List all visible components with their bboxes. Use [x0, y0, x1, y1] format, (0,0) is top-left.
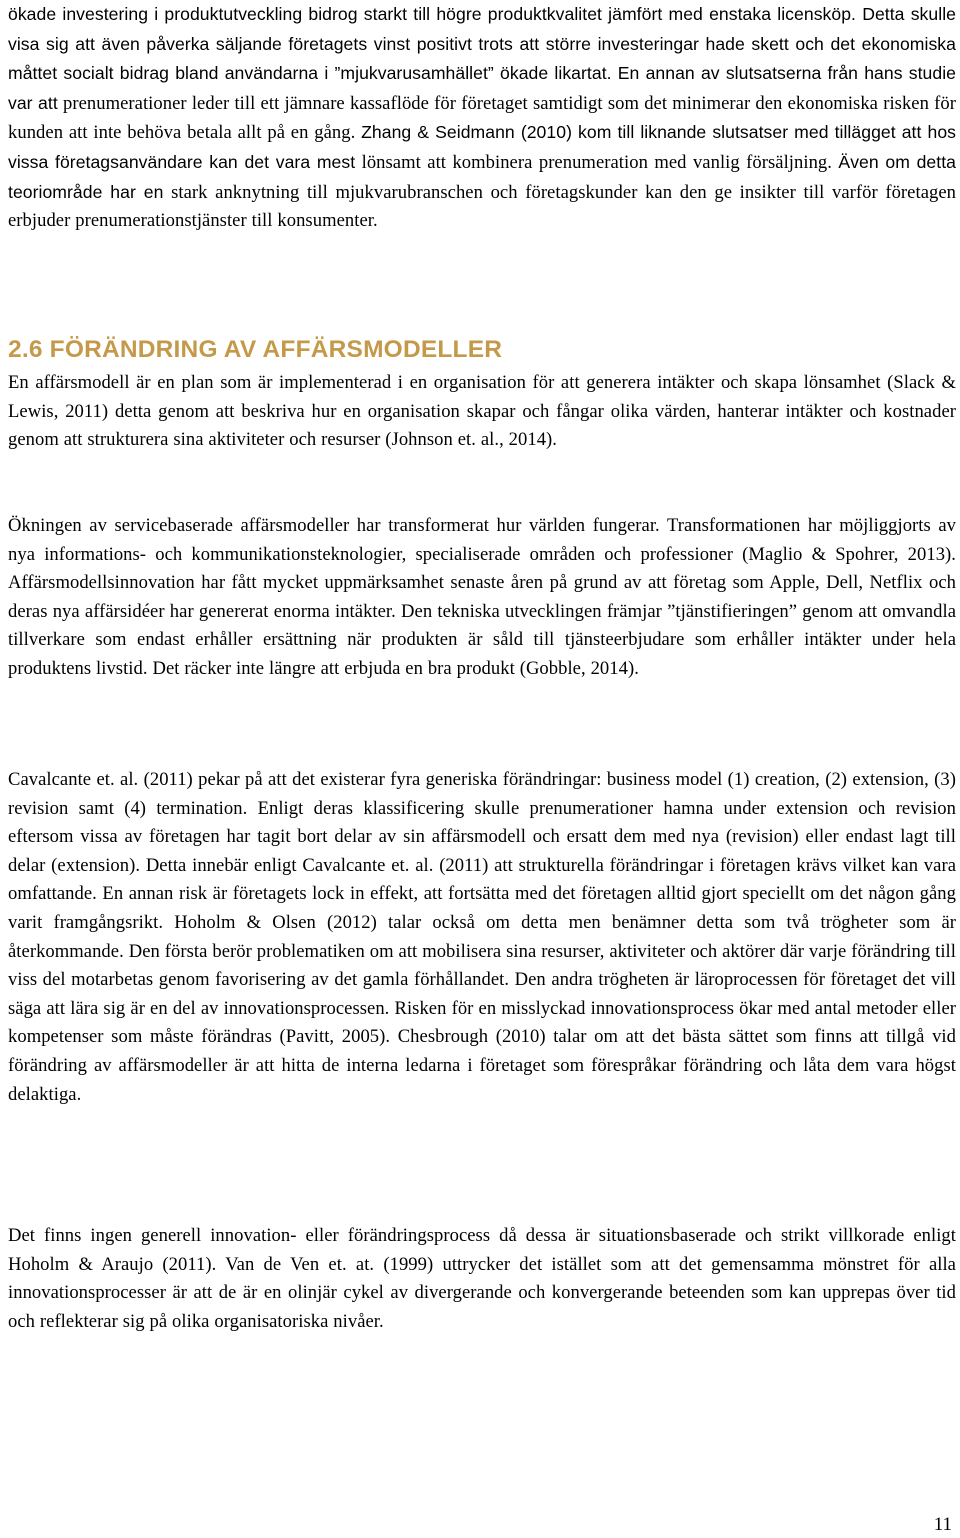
paragraph-business-model-definition: En affärsmodell är en plan som är implementerad i en organisation för att generera intäkter och skapa lönsamhet (Slack & Lewis, 2011) detta genom att beskriva hur en organisation skapar och fångar olika värden, hanterar intäkter och kostnader genom att strukturera sina aktiviteter och resurser (Johnson et. al., 2014). — [8, 372, 956, 451]
paragraph-1-sans-run-2: Zhang & Seidmann (2010) kom till liknande slutsatser med tillägget att hos vissa företagsanvändare kan det vara mest — [8, 122, 956, 172]
paragraph-1-serif-run-3: stark anknytning till mjukvarubranschen och företagskunder kan den ge insikter till varför företagen erbjuder prenumerationstjänster till konsumenter. — [8, 181, 956, 232]
page-number: 11 — [933, 1514, 952, 1535]
paragraph-service-based-models: Ökningen av servicebaserade affärsmodeller har transformerat hur världen fungerar. Transformationen har möjliggjorts av nya informations- och kommunikationsteknologier, specialiserade områden och professioner (Maglio & Spohrer, 2013). Affärsmodellsinnovation har fått mycket uppmärksamhet senaste åren på grund av att företag som Apple, Dell, Netflix och deras nya affärsidéer har genererat enorma intäkter. Den tekniska utvecklingen främjar ”tjänstifieringen” genom att omvandla tillverkare som endast erhåller ersättning när produkten är såld till tjänsteerbjudare som erhåller intäkter under hela produktens livstid. Det räcker inte längre att erbjuda en bra produkt (Gobble, 2014). — [8, 515, 956, 679]
paragraph-innovation-process: Det finns ingen generell innovation- eller förändringsprocess då dessa är situationsbaserade och strikt villkorade enligt Hoholm & Araujo (2011). Van de Ven et. at. (1999) uttrycker det istället som att det gemensamma mönstret för alla innovationsprocesser är att de är en olinjär cykel av divergerande och konvergerande beteenden som kan upprepas över tid och reflekterar sig på olika organisatoriska nivåer. — [8, 1225, 956, 1332]
paragraph-1-serif-run: prenumerationer leder till ett jämnare kassaflöde för företaget samtidigt som det minimerar den ekonomiska risken för kunden att inte behöva betala allt på en gång. — [8, 92, 956, 144]
paragraph-1-sans-run: ökade investering i produktutveckling bidrog starkt till högre produktkvalitet jämfört med enstaka licensköp. Detta skulle visa sig att även påverka säljande företagets vinst positivt trots att större investeringar hade skett och det ekonomiska måttet socialt bidrag bland användarna i ”mjukvarusamhället” ökade likartat. En annan av slutsatserna från hans studie var att — [8, 4, 956, 113]
paragraph-subscription-conclusions — [8, 0, 956, 236]
paragraph-1-serif-run-2: lönsamt att kombinera prenumeration med vanlig försäljning. — [361, 151, 832, 173]
section-heading: 2.6 FÖRÄNDRING AV AFFÄRSMODELLER — [8, 336, 503, 363]
paragraph-1-sans-run-3: Även om detta teoriområde har en — [8, 151, 956, 202]
paragraph-generic-changes: Cavalcante et. al. (2011) pekar på att det existerar fyra generiska förändringar: business model (1) creation, (2) extension, (3) revision samt (4) termination. Enligt deras klassificering skulle prenumerationer hamna under extension och revision eftersom vissa av företagen har tagit bort delar av sin affärsmodell och ersatt dem med nya (revision) eller endast lagt till delar (extension). Detta innebär enligt Cavalcante et. al. (2011) att strukturella förändringar i företagen krävs vilket kan vara omfattande. En annan risk är företagets lock in effekt, att fortsätta med det företagen alltid gjort speciellt om det någon gång varit framgångsrikt. Hoholm & Olsen (2012) talar också om detta men benämner detta som två trögheter som är återkommande. Den första berör problematiken om att mobilisera sina resurser, aktiviteter och aktörer där varje förändring till viss del motarbetas genom favorisering av det gamla förhållandet. Den andra trögheten är läroprocessen för företaget det vill säga att lära sig är en del av innovationsprocessen. Risken för en misslyckad innovationsprocess ökar med antal metoder eller kompetenser som måste förändras (Pavitt, 2005). Chesbrough (2010) talar om att det bästa sättet som finns att tillgå vid förändring av affärsmodeller är att hitta de interna ledarna i företaget som förespråkar förändring och låta dem vara högst delaktiga. — [8, 769, 956, 1105]
